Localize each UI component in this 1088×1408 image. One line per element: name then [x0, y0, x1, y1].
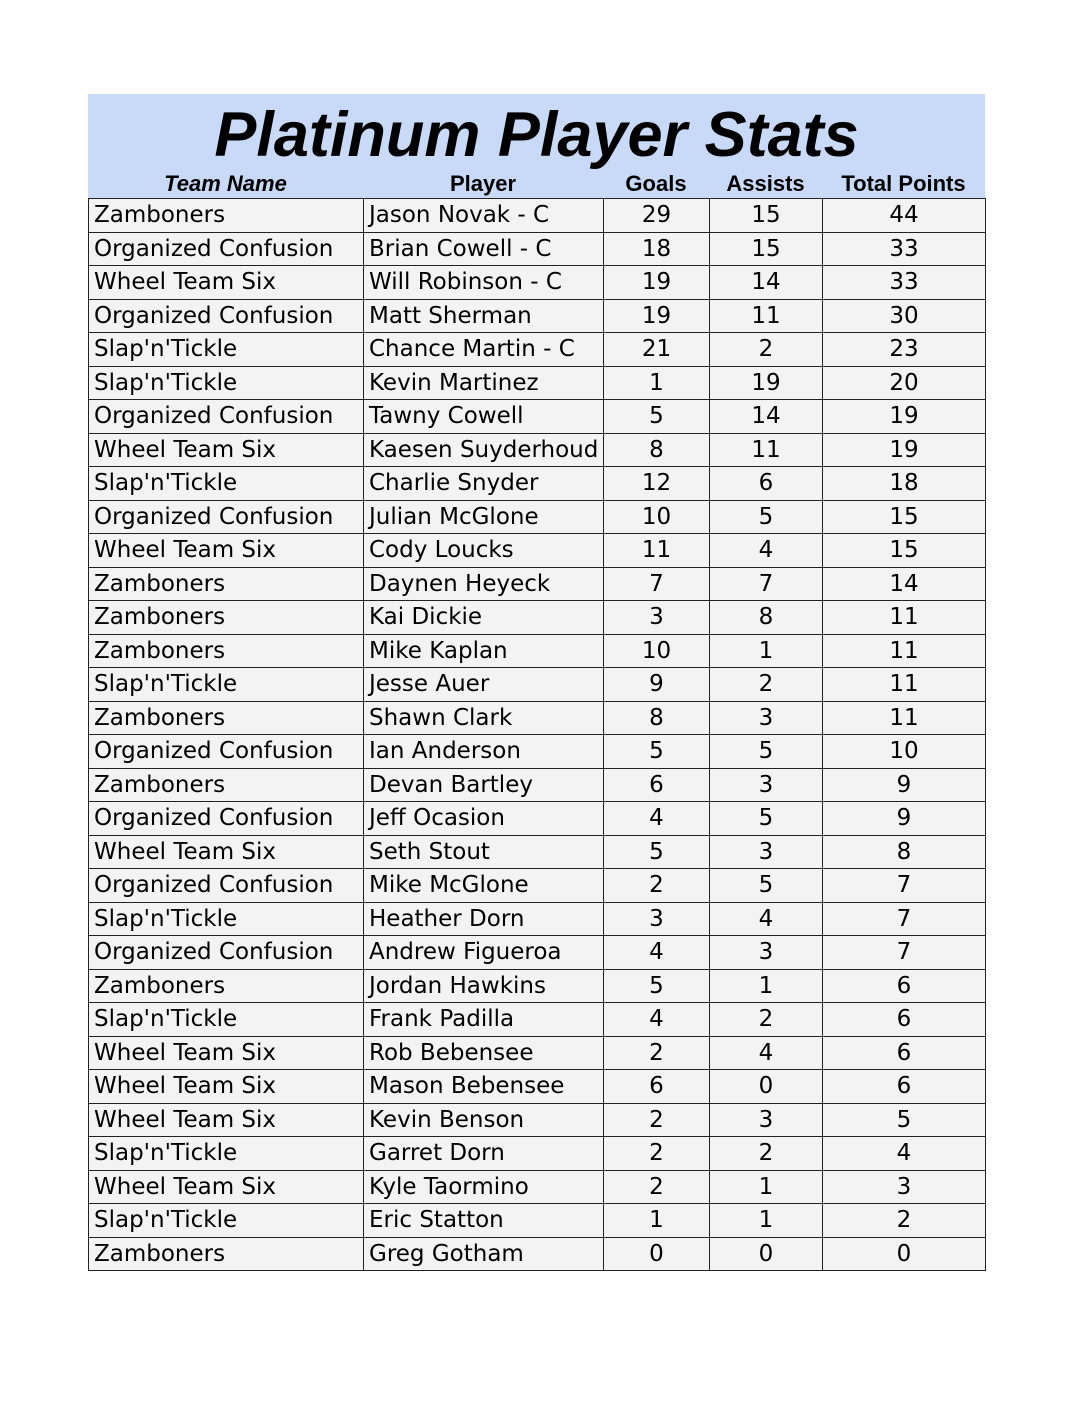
goals-cell: 12	[604, 467, 710, 501]
player-cell: Chance Martin - C	[364, 333, 604, 367]
total-points-cell: 0	[823, 1237, 986, 1271]
column-header-player: Player	[449, 172, 517, 196]
team-cell: Organized Confusion	[89, 735, 364, 769]
table-row	[89, 936, 986, 970]
assists-cell: 3	[710, 701, 823, 735]
total-points-cell: 9	[823, 768, 986, 802]
assists-cell: 15	[710, 232, 823, 266]
total-points-cell: 5	[823, 1103, 986, 1137]
table-row	[89, 199, 986, 233]
team-cell: Zamboners	[89, 199, 364, 233]
total-points-cell: 18	[823, 467, 986, 501]
team-cell: Zamboners	[89, 634, 364, 668]
total-points-cell: 30	[823, 299, 986, 333]
table-row	[89, 1170, 986, 1204]
goals-cell: 1	[604, 366, 710, 400]
assists-cell: 3	[710, 768, 823, 802]
total-points-cell: 6	[823, 1003, 986, 1037]
assists-cell: 14	[710, 400, 823, 434]
total-points-cell: 6	[823, 1036, 986, 1070]
goals-cell: 4	[604, 1003, 710, 1037]
goals-cell: 2	[604, 869, 710, 903]
table-row	[89, 400, 986, 434]
assists-cell: 14	[710, 266, 823, 300]
goals-cell: 6	[604, 768, 710, 802]
team-cell: Organized Confusion	[89, 802, 364, 836]
total-points-cell: 15	[823, 534, 986, 568]
team-cell: Wheel Team Six	[89, 266, 364, 300]
page-title: Platinum Player Stats	[214, 100, 859, 170]
table-row	[89, 869, 986, 903]
goals-cell: 10	[604, 634, 710, 668]
player-cell: Will Robinson - C	[364, 266, 604, 300]
team-cell: Wheel Team Six	[89, 835, 364, 869]
table-row	[89, 802, 986, 836]
column-header-team: Team Name	[164, 172, 287, 196]
team-cell: Wheel Team Six	[89, 1170, 364, 1204]
goals-cell: 3	[604, 902, 710, 936]
assists-cell: 15	[710, 199, 823, 233]
table-row	[89, 1003, 986, 1037]
table-row	[89, 969, 986, 1003]
assists-cell: 5	[710, 735, 823, 769]
total-points-cell: 10	[823, 735, 986, 769]
assists-cell: 1	[710, 1170, 823, 1204]
goals-cell: 7	[604, 567, 710, 601]
goals-cell: 2	[604, 1103, 710, 1137]
table-row	[89, 668, 986, 702]
goals-cell: 19	[604, 299, 710, 333]
assists-cell: 2	[710, 1003, 823, 1037]
assists-cell: 4	[710, 902, 823, 936]
team-cell: Zamboners	[89, 567, 364, 601]
column-header-goals: Goals	[625, 172, 687, 196]
goals-cell: 5	[604, 835, 710, 869]
total-points-cell: 11	[823, 634, 986, 668]
goals-cell: 1	[604, 1204, 710, 1238]
goals-cell: 10	[604, 500, 710, 534]
goals-cell: 21	[604, 333, 710, 367]
team-cell: Slap'n'Tickle	[89, 366, 364, 400]
table-row	[89, 433, 986, 467]
player-cell: Kevin Martinez	[364, 366, 604, 400]
total-points-cell: 7	[823, 902, 986, 936]
table-row	[89, 835, 986, 869]
player-cell: Kai Dickie	[364, 601, 604, 635]
table-row	[89, 1070, 986, 1104]
assists-cell: 11	[710, 299, 823, 333]
player-cell: Shawn Clark	[364, 701, 604, 735]
team-cell: Slap'n'Tickle	[89, 1204, 364, 1238]
table-row	[89, 768, 986, 802]
assists-cell: 0	[710, 1237, 823, 1271]
goals-cell: 9	[604, 668, 710, 702]
total-points-cell: 8	[823, 835, 986, 869]
goals-cell: 2	[604, 1036, 710, 1070]
assists-cell: 5	[710, 802, 823, 836]
player-cell: Kyle Taormino	[364, 1170, 604, 1204]
goals-cell: 4	[604, 936, 710, 970]
total-points-cell: 6	[823, 1070, 986, 1104]
team-cell: Wheel Team Six	[89, 1103, 364, 1137]
team-cell: Zamboners	[89, 601, 364, 635]
player-cell: Andrew Figueroa	[364, 936, 604, 970]
assists-cell: 7	[710, 567, 823, 601]
team-cell: Zamboners	[89, 1237, 364, 1271]
table-row	[89, 266, 986, 300]
total-points-cell: 33	[823, 266, 986, 300]
assists-cell: 11	[710, 433, 823, 467]
assists-cell: 3	[710, 835, 823, 869]
total-points-cell: 23	[823, 333, 986, 367]
player-cell: Ian Anderson	[364, 735, 604, 769]
player-cell: Heather Dorn	[364, 902, 604, 936]
team-cell: Slap'n'Tickle	[89, 1137, 364, 1171]
goals-cell: 2	[604, 1170, 710, 1204]
goals-cell: 6	[604, 1070, 710, 1104]
table-row	[89, 1137, 986, 1171]
player-cell: Charlie Snyder	[364, 467, 604, 501]
table-row	[89, 299, 986, 333]
total-points-cell: 20	[823, 366, 986, 400]
assists-cell: 19	[710, 366, 823, 400]
player-cell: Julian McGlone	[364, 500, 604, 534]
team-cell: Wheel Team Six	[89, 1036, 364, 1070]
team-cell: Wheel Team Six	[89, 1070, 364, 1104]
team-cell: Slap'n'Tickle	[89, 668, 364, 702]
team-cell: Organized Confusion	[89, 232, 364, 266]
team-cell: Organized Confusion	[89, 869, 364, 903]
total-points-cell: 14	[823, 567, 986, 601]
player-cell: Eric Statton	[364, 1204, 604, 1238]
assists-cell: 0	[710, 1070, 823, 1104]
team-cell: Zamboners	[89, 768, 364, 802]
assists-cell: 1	[710, 969, 823, 1003]
team-cell: Organized Confusion	[89, 500, 364, 534]
team-cell: Slap'n'Tickle	[89, 1003, 364, 1037]
stats-sheet	[88, 94, 985, 1271]
total-points-cell: 9	[823, 802, 986, 836]
player-cell: Kaesen Suyderhoud	[364, 433, 604, 467]
assists-cell: 1	[710, 1204, 823, 1238]
goals-cell: 5	[604, 969, 710, 1003]
goals-cell: 4	[604, 802, 710, 836]
player-stats-table	[88, 198, 986, 1271]
goals-cell: 3	[604, 601, 710, 635]
player-cell: Jordan Hawkins	[364, 969, 604, 1003]
header-band	[88, 94, 985, 198]
team-cell: Slap'n'Tickle	[89, 333, 364, 367]
table-row	[89, 601, 986, 635]
table-row	[89, 467, 986, 501]
player-cell: Mike Kaplan	[364, 634, 604, 668]
column-header-total-points: Total Points	[841, 172, 966, 196]
total-points-cell: 4	[823, 1137, 986, 1171]
assists-cell: 5	[710, 500, 823, 534]
player-cell: Brian Cowell - C	[364, 232, 604, 266]
assists-cell: 3	[710, 936, 823, 970]
table-row	[89, 1237, 986, 1271]
team-cell: Zamboners	[89, 701, 364, 735]
player-cell: Cody Loucks	[364, 534, 604, 568]
goals-cell: 8	[604, 701, 710, 735]
table-row	[89, 902, 986, 936]
goals-cell: 2	[604, 1137, 710, 1171]
player-cell: Jeff Ocasion	[364, 802, 604, 836]
table-row	[89, 534, 986, 568]
assists-cell: 2	[710, 333, 823, 367]
player-cell: Mason Bebensee	[364, 1070, 604, 1104]
goals-cell: 11	[604, 534, 710, 568]
table-row	[89, 701, 986, 735]
goals-cell: 18	[604, 232, 710, 266]
total-points-cell: 7	[823, 869, 986, 903]
player-cell: Matt Sherman	[364, 299, 604, 333]
total-points-cell: 19	[823, 433, 986, 467]
player-cell: Devan Bartley	[364, 768, 604, 802]
team-cell: Wheel Team Six	[89, 433, 364, 467]
player-cell: Daynen Heyeck	[364, 567, 604, 601]
player-cell: Tawny Cowell	[364, 400, 604, 434]
table-row	[89, 232, 986, 266]
total-points-cell: 7	[823, 936, 986, 970]
player-cell: Frank Padilla	[364, 1003, 604, 1037]
assists-cell: 4	[710, 534, 823, 568]
column-header-row	[88, 172, 985, 198]
player-cell: Jesse Auer	[364, 668, 604, 702]
team-cell: Organized Confusion	[89, 400, 364, 434]
team-cell: Slap'n'Tickle	[89, 902, 364, 936]
team-cell: Slap'n'Tickle	[89, 467, 364, 501]
assists-cell: 3	[710, 1103, 823, 1137]
team-cell: Organized Confusion	[89, 299, 364, 333]
player-cell: Rob Bebensee	[364, 1036, 604, 1070]
total-points-cell: 11	[823, 601, 986, 635]
goals-cell: 8	[604, 433, 710, 467]
table-row	[89, 634, 986, 668]
player-cell: Seth Stout	[364, 835, 604, 869]
player-cell: Greg Gotham	[364, 1237, 604, 1271]
total-points-cell: 15	[823, 500, 986, 534]
team-cell: Zamboners	[89, 969, 364, 1003]
total-points-cell: 19	[823, 400, 986, 434]
table-row	[89, 366, 986, 400]
table-row	[89, 1103, 986, 1137]
table-row	[89, 567, 986, 601]
table-row	[89, 1036, 986, 1070]
table-row	[89, 333, 986, 367]
player-stats-body	[89, 199, 986, 1271]
goals-cell: 5	[604, 400, 710, 434]
assists-cell: 4	[710, 1036, 823, 1070]
total-points-cell: 44	[823, 199, 986, 233]
assists-cell: 6	[710, 467, 823, 501]
player-cell: Kevin Benson	[364, 1103, 604, 1137]
table-row	[89, 500, 986, 534]
total-points-cell: 6	[823, 969, 986, 1003]
total-points-cell: 11	[823, 668, 986, 702]
table-row	[89, 1204, 986, 1238]
player-cell: Jason Novak - C	[364, 199, 604, 233]
assists-cell: 1	[710, 634, 823, 668]
player-cell: Mike McGlone	[364, 869, 604, 903]
team-cell: Organized Confusion	[89, 936, 364, 970]
total-points-cell: 2	[823, 1204, 986, 1238]
total-points-cell: 11	[823, 701, 986, 735]
player-cell: Garret Dorn	[364, 1137, 604, 1171]
goals-cell: 19	[604, 266, 710, 300]
assists-cell: 5	[710, 869, 823, 903]
total-points-cell: 33	[823, 232, 986, 266]
assists-cell: 2	[710, 1137, 823, 1171]
goals-cell: 0	[604, 1237, 710, 1271]
goals-cell: 29	[604, 199, 710, 233]
goals-cell: 5	[604, 735, 710, 769]
table-row	[89, 735, 986, 769]
total-points-cell: 3	[823, 1170, 986, 1204]
column-header-assists: Assists	[726, 172, 805, 196]
team-cell: Wheel Team Six	[89, 534, 364, 568]
assists-cell: 2	[710, 668, 823, 702]
assists-cell: 8	[710, 601, 823, 635]
